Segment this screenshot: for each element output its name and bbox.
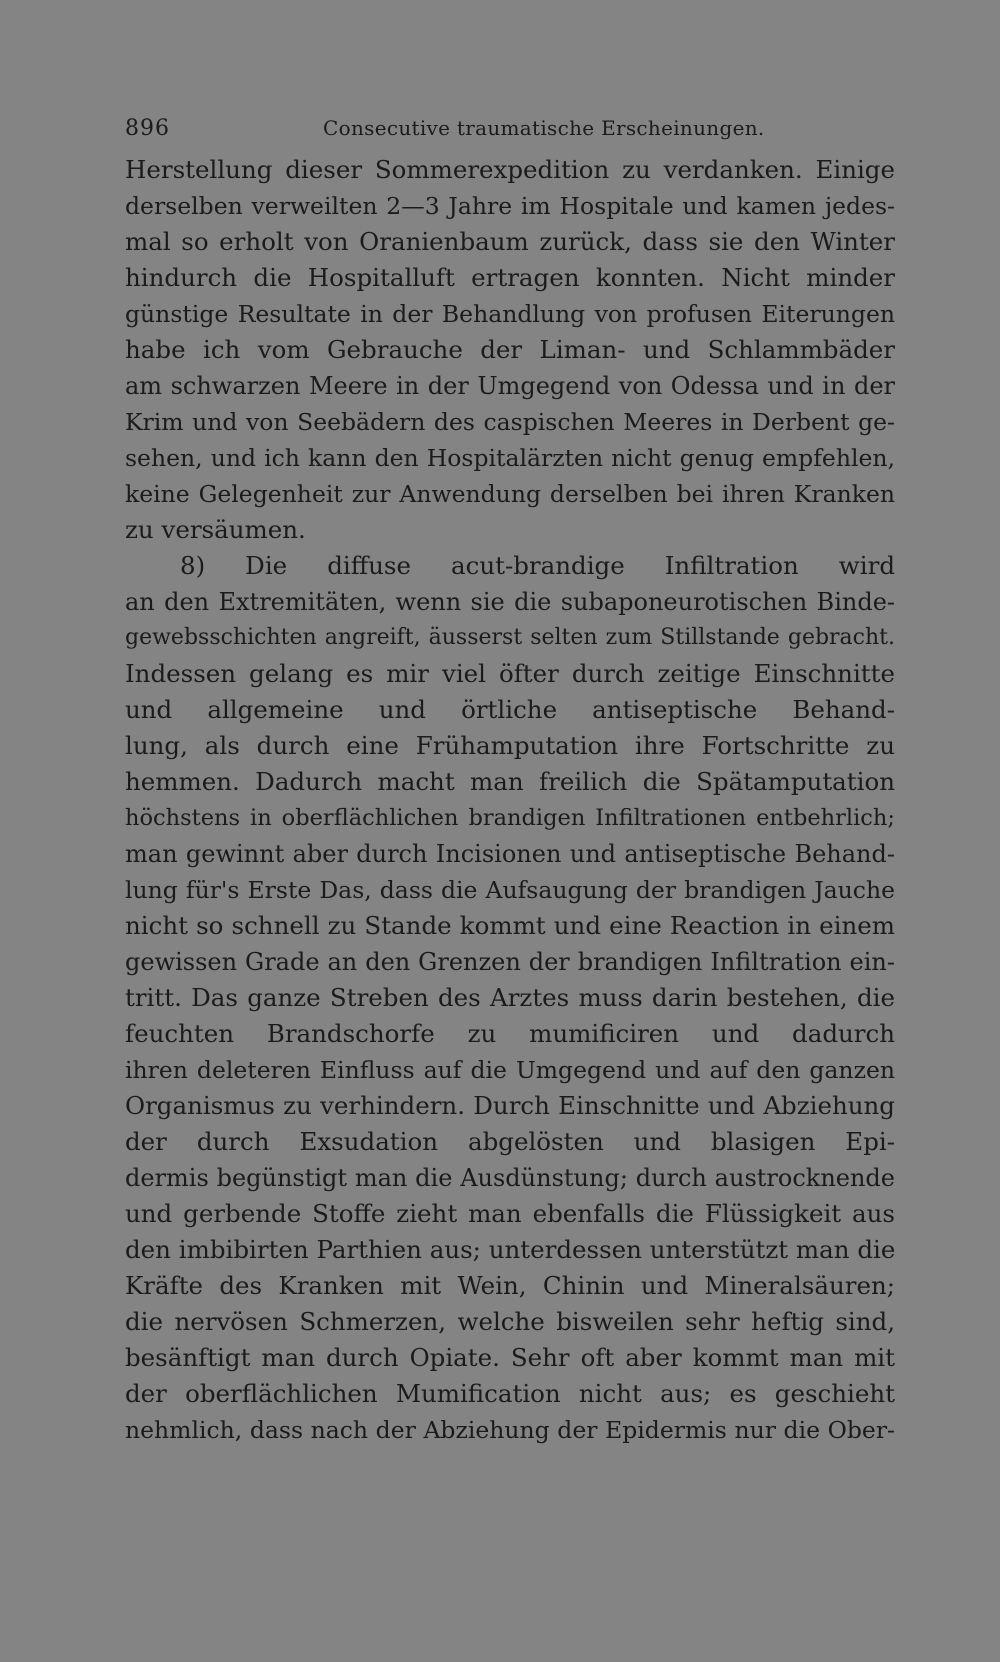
text-line: feuchten Brandschorfe zu mumificiren und dadurch <box>125 1019 895 1048</box>
text-line: die nervösen Schmerzen, welche bisweilen sehr heftig sind, <box>125 1307 895 1336</box>
text-line: Organismus zu verhindern. Durch Einschnitte und Abziehung <box>125 1091 895 1120</box>
text-line: Herstellung dieser Sommerexpedition zu verdanken. Einige <box>125 155 895 184</box>
text-line: Indessen gelang es mir viel öfter durch zeitige Einschnitte <box>125 659 895 688</box>
text-line: man gewinnt aber durch Incisionen und antiseptische Behand- <box>125 840 895 868</box>
text-line: Krim und von Seebädern des caspischen Meeres in Derbent ge- <box>125 408 895 436</box>
text-line: gewebsschichten angreift, äusserst selten zum Stillstande gebracht. <box>125 625 895 650</box>
text-line: tritt. Das ganze Streben des Arztes muss darin bestehen, die <box>125 983 895 1012</box>
text-line: lung für's Erste Das, dass die Aufsaugung der brandigen Jauche <box>125 876 895 904</box>
text-line: derselben verweilten 2—3 Jahre im Hospitale und kamen jedes- <box>125 192 895 220</box>
text-line: hindurch die Hospitalluft ertragen konnten. Nicht minder <box>125 263 895 292</box>
text-line: zu versäumen. <box>125 515 306 544</box>
running-title: Consecutive traumatische Erscheinungen. <box>323 116 765 140</box>
text-line: nicht so schnell zu Stande kommt und eine Reaction in einem <box>125 911 895 940</box>
text-line: lung, als durch eine Frühamputation ihre Fortschritte zu <box>125 731 895 760</box>
page-header <box>125 108 895 152</box>
text-line: mal so erholt von Oranienbaum zurück, dass sie den Winter <box>125 227 895 256</box>
text-line: besänftigt man durch Opiate. Sehr oft aber kommt man mit <box>125 1343 895 1372</box>
body-text <box>125 152 895 1448</box>
text-line: hemmen. Dadurch macht man freilich die Spätamputation <box>125 767 895 796</box>
text-line: an den Extremitäten, wenn sie die subaponeurotischen Binde- <box>125 588 895 616</box>
text-line: und gerbende Stoffe zieht man ebenfalls die Flüssigkeit aus <box>125 1199 895 1228</box>
text-line: 8) Die diffuse acut-brandige Infiltration wird <box>180 551 895 580</box>
text-line: dermis begünstigt man die Ausdünstung; durch austrocknende <box>125 1164 895 1192</box>
text-line: gewissen Grade an den Grenzen der brandigen Infiltration ein- <box>125 948 895 976</box>
text-line: und allgemeine und örtliche antiseptische Behand- <box>125 695 895 724</box>
text-line: Kräfte des Kranken mit Wein, Chinin und Mineralsäuren; <box>125 1271 895 1300</box>
text-line: der oberflächlichen Mumification nicht aus; es geschieht <box>125 1379 895 1408</box>
text-line: ihren deleteren Einfluss auf die Umgegend und auf den ganzen <box>125 1056 895 1084</box>
text-line: am schwarzen Meere in der Umgegend von Odessa und in der <box>125 372 895 400</box>
text-line: der durch Exsudation abgelösten und blasigen Epi- <box>125 1127 895 1156</box>
text-line: habe ich vom Gebrauche der Liman- und Schlammbäder <box>125 335 895 364</box>
text-line: nehmlich, dass nach der Abziehung der Epidermis nur die Ober- <box>125 1416 895 1444</box>
text-line: keine Gelegenheit zur Anwendung derselben bei ihren Kranken <box>125 480 895 508</box>
page-number: 896 <box>125 116 170 141</box>
text-line: höchstens in oberflächlichen brandigen Infiltrationen entbehrlich; <box>125 805 895 831</box>
book-page <box>125 108 895 1448</box>
text-line: den imbibirten Parthien aus; unterdessen unterstützt man die <box>125 1235 896 1264</box>
text-line: günstige Resultate in der Behandlung von profusen Eiterungen <box>125 300 895 328</box>
text-line: sehen, und ich kann den Hospitalärzten nicht genug empfehlen, <box>125 444 895 472</box>
